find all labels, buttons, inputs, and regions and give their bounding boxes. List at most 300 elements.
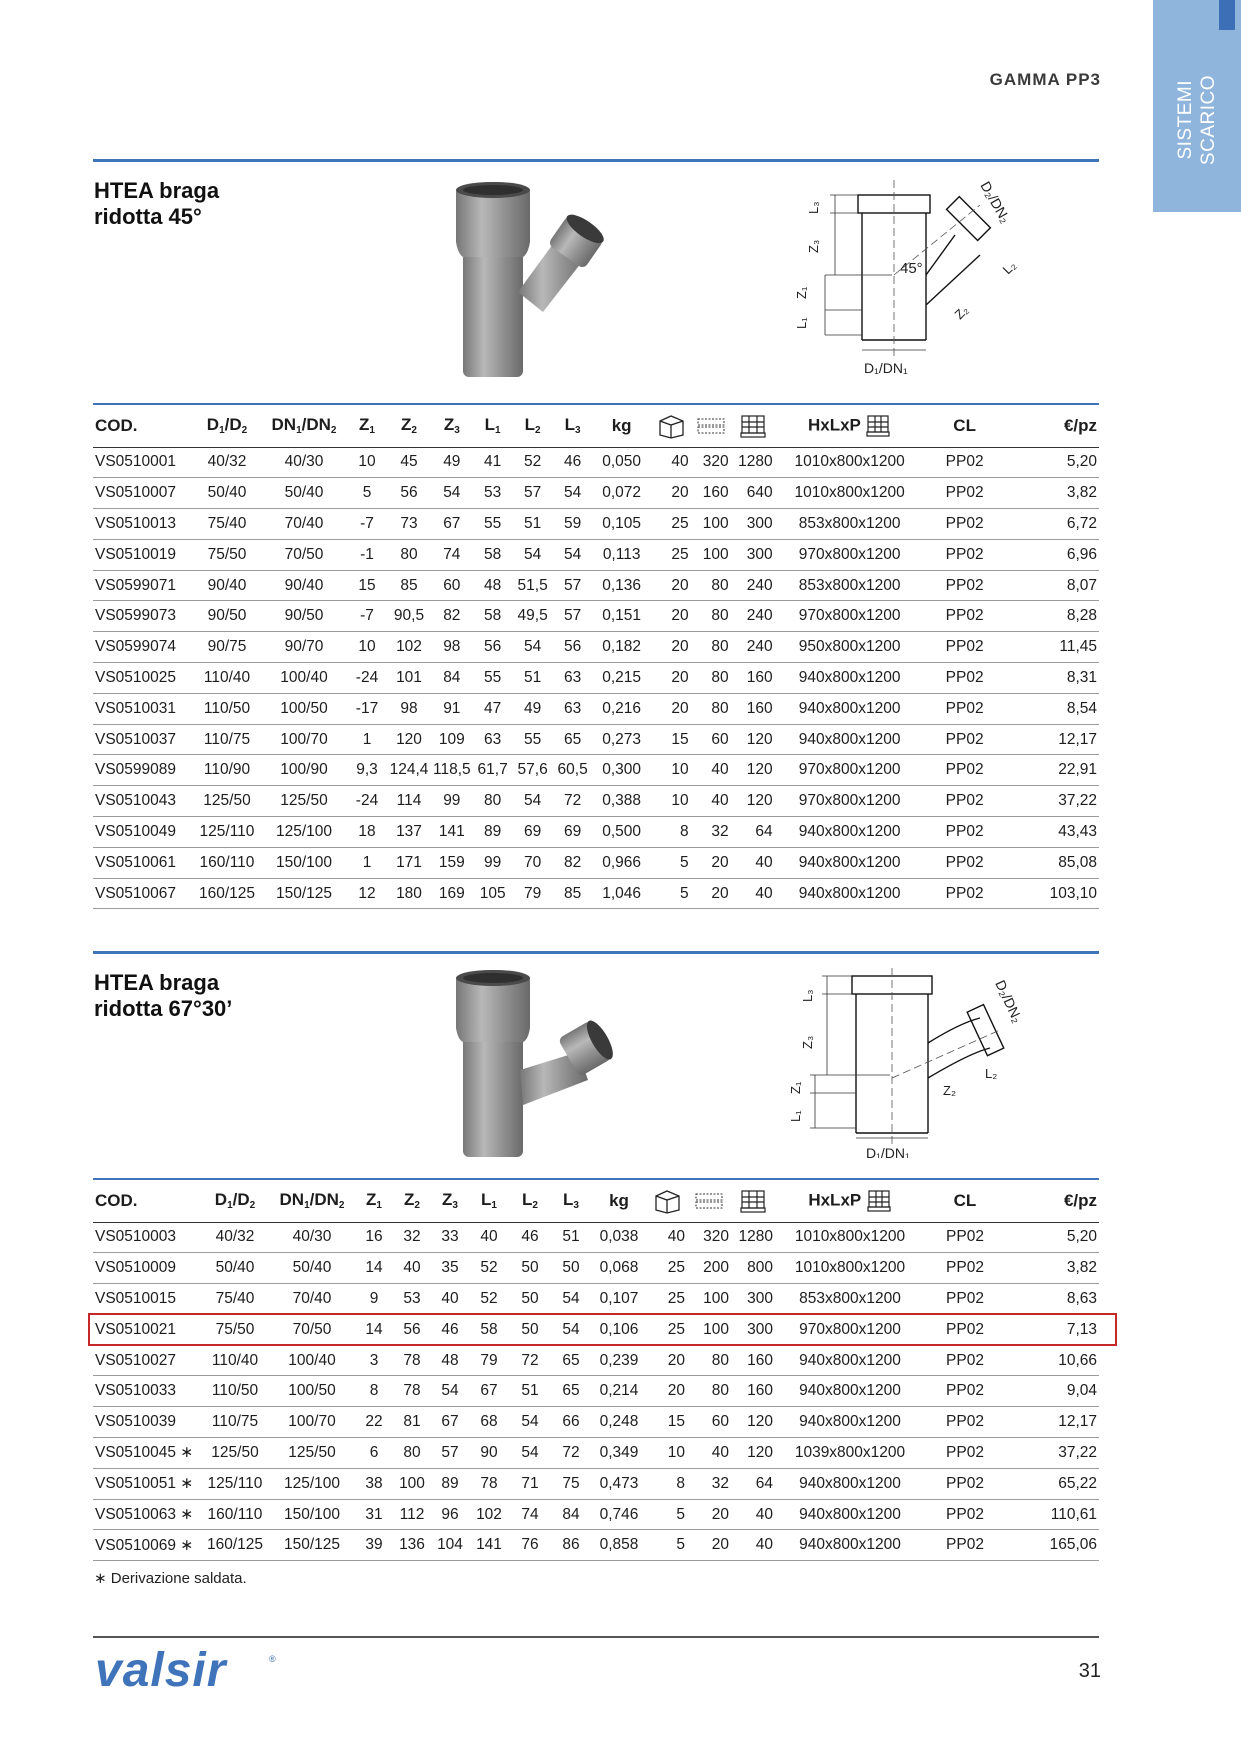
table-cell: 0,349 (591, 1438, 647, 1469)
table-cell: 110/40 (193, 663, 261, 694)
table-cell: VS0510067 (93, 878, 193, 909)
col-z3: $Z_3$ (431, 1179, 469, 1222)
table-cell: VS0510033 (93, 1376, 201, 1407)
table-cell: 72 (553, 786, 593, 817)
table-cell: 9,04 (1005, 1376, 1099, 1407)
table-cell: 81 (393, 1407, 431, 1438)
table-cell: 54 (551, 1284, 591, 1315)
table-cell: 20 (651, 693, 691, 724)
table-cell: 940x800x1200 (775, 878, 925, 909)
table-cell: 160/110 (201, 1499, 269, 1530)
table-cell: VS0510027 (93, 1345, 201, 1376)
table-cell: 37,22 (1005, 786, 1099, 817)
dn1-label: D₁/DN₁ (864, 360, 908, 376)
table-cell: 51 (513, 509, 553, 540)
table-cell: 940x800x1200 (775, 1407, 925, 1438)
table-cell: 40 (393, 1253, 431, 1284)
table-cell: 64 (731, 817, 775, 848)
table-cell: 150/100 (261, 847, 347, 878)
table-cell: 114 (387, 786, 431, 817)
table-cell: 970x800x1200 (775, 1314, 925, 1345)
table-cell: 120 (731, 1407, 775, 1438)
table-cell: 40/32 (193, 447, 261, 478)
table-cell: 60 (691, 724, 731, 755)
table-cell: 85,08 (1005, 847, 1099, 878)
table-cell: PP02 (925, 878, 1005, 909)
table-cell: 0,388 (593, 786, 651, 817)
table-cell: VS0599074 (93, 632, 193, 663)
page-number: 31 (1078, 1660, 1101, 1682)
table-cell: 15 (347, 570, 387, 601)
col-price: €/pz (1005, 404, 1099, 447)
table-cell: 67 (431, 1407, 469, 1438)
table-cell: 20 (647, 1376, 687, 1407)
table-cell: 940x800x1200 (775, 663, 925, 694)
table-cell: 0,105 (593, 509, 651, 540)
table-cell: 1010x800x1200 (775, 478, 925, 509)
table-cell: 40 (691, 786, 731, 817)
table-cell: 91 (431, 693, 473, 724)
table-row (93, 1222, 1099, 1253)
table-cell: 112 (393, 1499, 431, 1530)
table-cell: 82 (431, 601, 473, 632)
table-cell: 100/40 (269, 1345, 355, 1376)
section-tab-label (1167, 50, 1227, 190)
table-cell: 99 (431, 786, 473, 817)
pallet-icon (739, 413, 767, 439)
angle-label: 45° (900, 260, 923, 277)
table-cell: 160 (731, 693, 775, 724)
table-cell: 73 (387, 509, 431, 540)
table-cell: 0,215 (593, 663, 651, 694)
col-dn1dn2: $DN_1/DN_2$ (261, 404, 347, 447)
table-cell: 54 (553, 478, 593, 509)
table-cell: 853x800x1200 (775, 570, 925, 601)
table-cell: 31 (355, 1499, 393, 1530)
table-cell: PP02 (925, 786, 1005, 817)
table-cell: 22 (355, 1407, 393, 1438)
table-cell: 136 (393, 1530, 431, 1561)
table-cell: 0,858 (591, 1530, 647, 1561)
table-header-row (93, 404, 1099, 447)
table-cell: 65 (551, 1376, 591, 1407)
col-z1: $Z_1$ (347, 404, 387, 447)
table-cell: 100/70 (269, 1407, 355, 1438)
table-cell: 8 (647, 1468, 687, 1499)
table-cell: 69 (513, 817, 553, 848)
table-cell: 853x800x1200 (775, 509, 925, 540)
table-cell: 57 (513, 478, 553, 509)
table-row (93, 1438, 1099, 1469)
table-cell: 85 (553, 878, 593, 909)
table-row (93, 663, 1099, 694)
table-cell: 52 (469, 1284, 509, 1315)
table-cell: 56 (387, 478, 431, 509)
table-cell: 80 (387, 539, 431, 570)
z1-label: Z₁ (794, 286, 809, 299)
table-cell: 125/50 (201, 1438, 269, 1469)
table-row (93, 539, 1099, 570)
table-cell: 12 (347, 878, 387, 909)
table-cell: -7 (347, 601, 387, 632)
table-cell: 0,273 (593, 724, 651, 755)
table-cell: 90/75 (193, 632, 261, 663)
table-cell: 240 (731, 632, 775, 663)
table-cell: 51 (509, 1376, 551, 1407)
table-cell: 12,17 (1005, 724, 1099, 755)
table-cell: 40/30 (261, 447, 347, 478)
table-cell: 40 (731, 1499, 775, 1530)
table-cell: 75/50 (201, 1314, 269, 1345)
z2-label: Z₂ (943, 1083, 956, 1098)
table-cell: 6,72 (1005, 509, 1099, 540)
table-cell: 90/50 (261, 601, 347, 632)
table-cell: 125/50 (269, 1438, 355, 1469)
col-z1: $Z_1$ (355, 1179, 393, 1222)
table-cell: 50 (551, 1253, 591, 1284)
table-cell: 80 (691, 570, 731, 601)
table-cell: 20 (651, 601, 691, 632)
table-cell: 70 (513, 847, 553, 878)
table-cell: 8 (355, 1376, 393, 1407)
table-cell: 1010x800x1200 (775, 1222, 925, 1253)
table-cell: 125/110 (193, 817, 261, 848)
table-row (93, 447, 1099, 478)
section-title (94, 178, 219, 230)
table-cell: 49 (431, 447, 473, 478)
l3-label: L₃ (800, 989, 815, 1002)
col-box (647, 1179, 687, 1222)
table-row (93, 1468, 1099, 1499)
dn1-label: D₁/DN₁ (866, 1145, 910, 1158)
l1-label: L₁ (788, 1110, 803, 1122)
table-cell: 0,182 (593, 632, 651, 663)
table-cell: VS0510037 (93, 724, 193, 755)
table-row (93, 1345, 1099, 1376)
l1-label: L₁ (794, 317, 809, 329)
table-cell: 75/40 (201, 1284, 269, 1315)
table-cell: 160 (731, 1345, 775, 1376)
table-row (93, 1253, 1099, 1284)
table-cell: VS0599073 (93, 601, 193, 632)
table-cell: 45 (387, 447, 431, 478)
table-cell: -24 (347, 786, 387, 817)
table-cell: 80 (687, 1376, 731, 1407)
table-cell: 47 (473, 693, 513, 724)
table-cell: 53 (473, 478, 513, 509)
logo-text: valsir (95, 1648, 227, 1694)
registered-mark: ® (269, 1654, 276, 1664)
table-cell: -17 (347, 693, 387, 724)
table-cell: 110,61 (1005, 1499, 1099, 1530)
col-l3: $L_3$ (553, 404, 593, 447)
table-cell: 78 (469, 1468, 509, 1499)
table-cell: 64 (731, 1468, 775, 1499)
table-cell: 51 (551, 1222, 591, 1253)
table-cell: 96 (431, 1499, 469, 1530)
table-cell: 940x800x1200 (775, 847, 925, 878)
table-cell: 65 (551, 1345, 591, 1376)
table-cell: 940x800x1200 (775, 724, 925, 755)
table-cell: 54 (513, 786, 553, 817)
table-cell: 41 (473, 447, 513, 478)
table-cell: 0,746 (591, 1499, 647, 1530)
table-cell: 5,20 (1005, 1222, 1099, 1253)
box-icon (657, 413, 685, 439)
table-cell: 0,248 (591, 1407, 647, 1438)
table-cell: 54 (431, 1376, 469, 1407)
table-cell: 74 (509, 1499, 551, 1530)
table-cell: 160 (731, 1376, 775, 1407)
table-cell: 56 (473, 632, 513, 663)
table-cell: 1280 (731, 447, 775, 478)
table-cell: 100 (393, 1468, 431, 1499)
table-cell: 90/40 (261, 570, 347, 601)
table-cell: 141 (431, 817, 473, 848)
table-cell: 102 (469, 1499, 509, 1530)
table-cell: 33 (431, 1222, 469, 1253)
col-z2: $Z_2$ (387, 404, 431, 447)
table-cell: 300 (731, 539, 775, 570)
table-cell: 950x800x1200 (775, 632, 925, 663)
table-cell: 10 (651, 786, 691, 817)
col-cod: COD. (93, 1179, 201, 1222)
table-cell: 82 (553, 847, 593, 878)
table-cell: 22,91 (1005, 755, 1099, 786)
table-cell: PP02 (925, 1253, 1005, 1284)
tab-accent-bar (1219, 0, 1235, 30)
product-table-45 (93, 403, 1099, 909)
table-cell: 63 (473, 724, 513, 755)
table-cell: 50 (509, 1284, 551, 1315)
table-cell: 100 (687, 1284, 731, 1315)
table-cell: 100 (691, 539, 731, 570)
col-bag (687, 1179, 731, 1222)
table-cell: PP02 (925, 724, 1005, 755)
col-kg: kg (593, 404, 651, 447)
table-cell: 110/75 (201, 1407, 269, 1438)
table-cell: 89 (473, 817, 513, 848)
table-cell: 20 (691, 847, 731, 878)
table-cell: 1010x800x1200 (775, 447, 925, 478)
table-row (93, 847, 1099, 878)
table-cell: 71 (509, 1468, 551, 1499)
table-cell: 1 (347, 724, 387, 755)
table-cell: 120 (731, 724, 775, 755)
table-cell: 300 (731, 1314, 775, 1345)
table-cell: 940x800x1200 (775, 1499, 925, 1530)
table-cell: 75/40 (193, 509, 261, 540)
table-cell: VS0510001 (93, 447, 193, 478)
table-cell: 52 (469, 1253, 509, 1284)
table-cell: 78 (393, 1345, 431, 1376)
table-cell: 70/40 (269, 1284, 355, 1315)
table-cell: 100 (691, 509, 731, 540)
table-cell: 99 (473, 847, 513, 878)
table-cell: 85 (387, 570, 431, 601)
col-cod: COD. (93, 404, 193, 447)
col-z2: $Z_2$ (393, 1179, 431, 1222)
footer-divider (93, 1636, 1099, 1638)
table-cell: 25 (647, 1284, 687, 1315)
table-cell: 125/100 (261, 817, 347, 848)
table-row (93, 817, 1099, 848)
col-kg: kg (591, 1179, 647, 1222)
table-cell: 59 (553, 509, 593, 540)
table-cell: 0,136 (593, 570, 651, 601)
table-cell: 54 (551, 1314, 591, 1345)
table-cell: 37,22 (1005, 1438, 1099, 1469)
table-cell: 70/50 (269, 1314, 355, 1345)
table-cell: PP02 (925, 509, 1005, 540)
table-cell: 101 (387, 663, 431, 694)
table-cell: 20 (647, 1345, 687, 1376)
table-cell: 0,113 (593, 539, 651, 570)
table-cell: 300 (731, 509, 775, 540)
table-cell: 12,17 (1005, 1407, 1099, 1438)
table-cell: PP02 (925, 632, 1005, 663)
table-cell: 7,13 (1005, 1314, 1099, 1345)
table-cell: 98 (387, 693, 431, 724)
table-cell: 853x800x1200 (775, 1284, 925, 1315)
table-cell: 0,068 (591, 1253, 647, 1284)
table-cell: 25 (647, 1314, 687, 1345)
table-cell: 89 (431, 1468, 469, 1499)
table-row (93, 1407, 1099, 1438)
dn2-label: D₂/DN₂ (992, 977, 1026, 1026)
table-cell: VS0510043 (93, 786, 193, 817)
table-cell: 125/50 (261, 786, 347, 817)
table-cell: 3 (355, 1345, 393, 1376)
table-row (93, 570, 1099, 601)
table-cell: PP02 (925, 1468, 1005, 1499)
table-cell: 5 (647, 1499, 687, 1530)
product-photo-45 (448, 182, 626, 380)
table-cell: PP02 (925, 1376, 1005, 1407)
table-cell: 50 (509, 1314, 551, 1345)
table-cell: VS0510045 ∗ (93, 1438, 201, 1469)
table-cell: 165,06 (1005, 1530, 1099, 1561)
table-cell: 70/50 (261, 539, 347, 570)
table-cell: -7 (347, 509, 387, 540)
table-cell: 40 (691, 755, 731, 786)
col-hxlxp-label: HxLxP (808, 1190, 861, 1210)
table-cell: 72 (509, 1345, 551, 1376)
table-cell: 150/125 (269, 1530, 355, 1561)
bag-icon (694, 1190, 724, 1212)
table-cell: 60,5 (553, 755, 593, 786)
table-cell: 120 (387, 724, 431, 755)
col-box (651, 404, 691, 447)
table-cell: 3,82 (1005, 478, 1099, 509)
table-cell: 9,3 (347, 755, 387, 786)
col-z3: $Z_3$ (431, 404, 473, 447)
table-cell: 10 (347, 447, 387, 478)
col-pallet (731, 1179, 775, 1222)
table-cell: PP02 (925, 570, 1005, 601)
table-cell: 80 (687, 1345, 731, 1376)
z3-label: Z₃ (806, 239, 821, 253)
table-cell: 0,214 (591, 1376, 647, 1407)
product-table-67 (93, 1178, 1099, 1561)
table-cell: VS0510039 (93, 1407, 201, 1438)
table-cell: 40 (731, 1530, 775, 1561)
table-cell: 150/100 (269, 1499, 355, 1530)
table-cell: 160 (691, 478, 731, 509)
table-cell: 20 (691, 878, 731, 909)
table-cell: 50/40 (193, 478, 261, 509)
table-cell: 100/90 (261, 755, 347, 786)
col-price: €/pz (1005, 1179, 1099, 1222)
table-cell: 970x800x1200 (775, 755, 925, 786)
table-cell: PP02 (925, 1499, 1005, 1530)
table-cell: 39 (355, 1530, 393, 1561)
table-cell: 1 (347, 847, 387, 878)
table-cell: 63 (553, 693, 593, 724)
table-cell: 125/100 (269, 1468, 355, 1499)
z1-label: Z₁ (788, 1081, 803, 1094)
table-cell: 40 (687, 1438, 731, 1469)
table-cell: 137 (387, 817, 431, 848)
table-row (93, 1314, 1099, 1345)
table-cell: 110/50 (193, 693, 261, 724)
table-cell: 86 (551, 1530, 591, 1561)
table-cell: 1,046 (593, 878, 651, 909)
table-cell: VS0510031 (93, 693, 193, 724)
table-cell: 118,5 (431, 755, 473, 786)
table-cell: 120 (731, 755, 775, 786)
table-cell: 90 (469, 1438, 509, 1469)
table-cell: VS0510021 (93, 1314, 201, 1345)
col-l2: $L_2$ (513, 404, 553, 447)
table-cell: 46 (553, 447, 593, 478)
table-cell: 120 (731, 1438, 775, 1469)
table-cell: 38 (355, 1468, 393, 1499)
table-row (93, 693, 1099, 724)
table-header-row (93, 1179, 1099, 1222)
table-cell: PP02 (925, 663, 1005, 694)
table-cell: 14 (355, 1314, 393, 1345)
table-cell: 160/125 (201, 1530, 269, 1561)
table-cell: 67 (469, 1376, 509, 1407)
table-cell: 49 (513, 693, 553, 724)
table-cell: 5 (651, 847, 691, 878)
table-row (93, 1284, 1099, 1315)
table-cell: 80 (691, 632, 731, 663)
table-cell: 10 (651, 755, 691, 786)
table-cell: 58 (473, 601, 513, 632)
table-cell: 20 (651, 663, 691, 694)
table-cell: 67 (431, 509, 473, 540)
table-cell: 50 (509, 1253, 551, 1284)
table-cell: 35 (431, 1253, 469, 1284)
tab-line-2: SCARICO (1198, 74, 1219, 166)
table-cell: 6,96 (1005, 539, 1099, 570)
table-cell: 54 (509, 1407, 551, 1438)
table-cell: 57 (553, 570, 593, 601)
table-cell: 110/90 (193, 755, 261, 786)
table-cell: 75/50 (193, 539, 261, 570)
table-cell: 80 (473, 786, 513, 817)
table-cell: 940x800x1200 (775, 817, 925, 848)
table-cell: 68 (469, 1407, 509, 1438)
table-cell: 0,107 (591, 1284, 647, 1315)
table-cell: 40/30 (269, 1222, 355, 1253)
table-cell: 80 (691, 693, 731, 724)
table-cell: 56 (553, 632, 593, 663)
table-cell: 40 (731, 847, 775, 878)
l2-label: L₂ (999, 257, 1019, 278)
